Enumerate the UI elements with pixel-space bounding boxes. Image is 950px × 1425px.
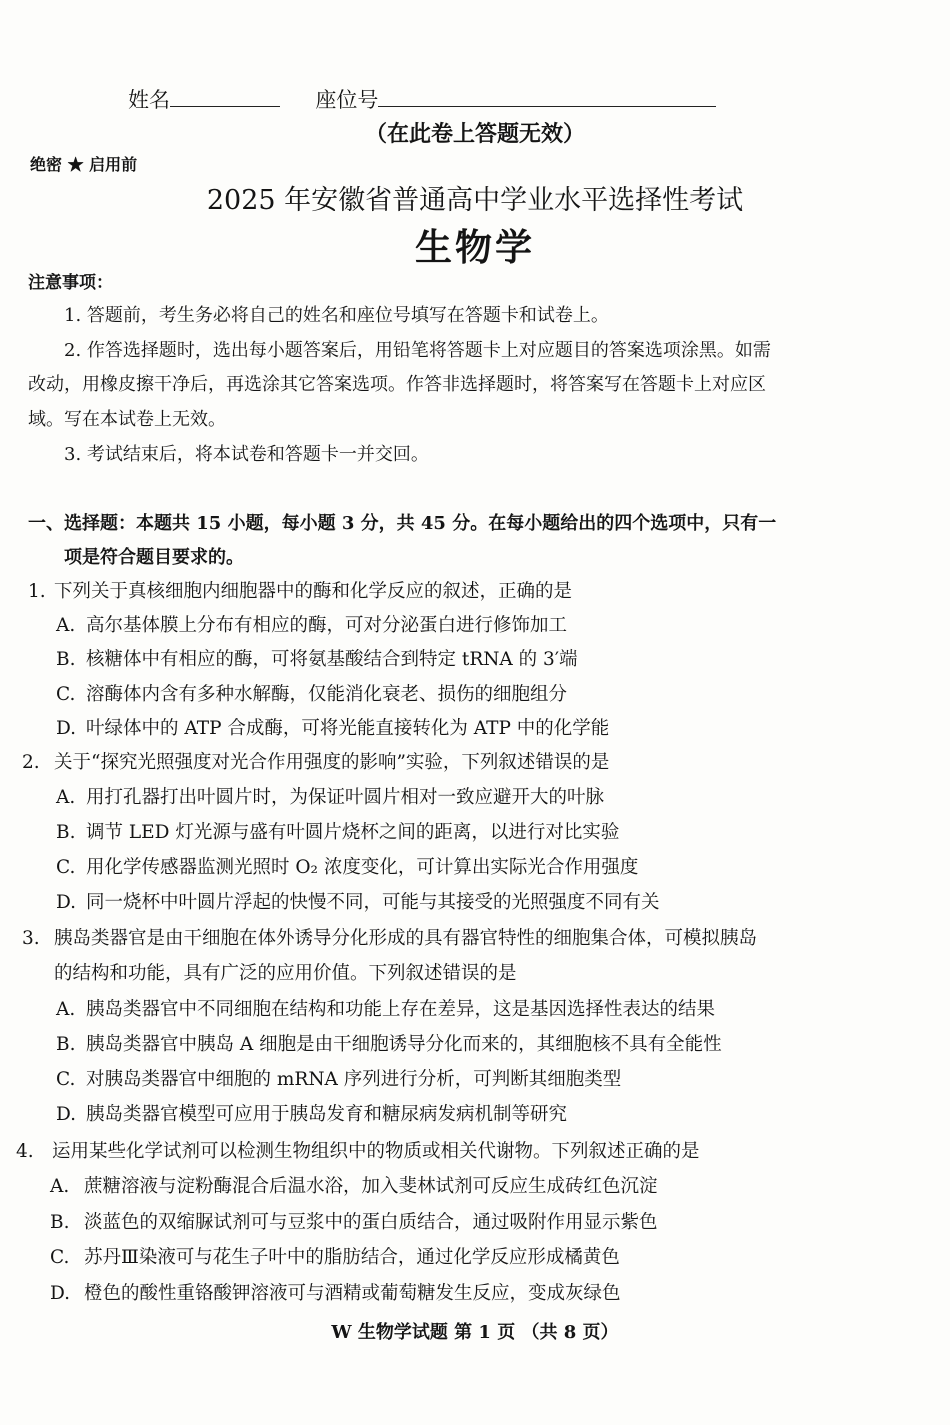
notice-item-1: 1. 答题前，考生务必将自己的姓名和座位号填写在答题卡和试卷上。 <box>64 305 609 326</box>
invalid-note: （在此卷上答题无效） <box>364 121 585 147</box>
question-4-stem: 4. 运用某些化学试剂可以检测生物组织中的物质或相关代谢物。下列叙述正确的是 <box>16 1141 700 1162</box>
question-2-option-c: C. 用化学传感器监测光照时 O₂ 浓度变化，可计算出实际光合作用强度 <box>56 857 639 878</box>
subject-title: 生物学 <box>415 225 535 269</box>
page-footer: W 生物学试题 第 1 页 （共 8 页） <box>331 1322 619 1343</box>
name-label: 姓名 <box>128 88 170 112</box>
question-2-option-d: D. 同一烧杯中叶圆片浮起的快慢不同，可能与其接受的光照强度不同有关 <box>56 892 660 913</box>
seat-blank <box>378 86 716 107</box>
question-3-stem: 3. 胰岛类器官是由干细胞在体外诱导分化形成的具有器官特性的细胞集合体，可模拟胰岛 <box>22 928 758 949</box>
notice-item-2-line-2: 改动，用橡皮擦干净后，再选涂其它答案选项。作答非选择题时，将答案写在答题卡上对应区 <box>28 374 766 395</box>
question-3-option-c: C. 对胰岛类器官中细胞的 mRNA 序列进行分析，可判断其细胞类型 <box>56 1069 622 1090</box>
question-3-stem-line-2: 的结构和功能，具有广泛的应用价值。下列叙述错误的是 <box>54 963 517 984</box>
question-1-option-b: B. 核糖体中有相应的酶，可将氨基酸结合到特定 tRNA 的 3′端 <box>56 649 578 670</box>
question-1-option-a: A. 高尔基体膜上分布有相应的酶，可对分泌蛋白进行修饰加工 <box>56 615 568 636</box>
notice-heading: 注意事项： <box>28 273 113 293</box>
exam-title: 2025 年安徽省普通高中学业水平选择性考试 <box>206 185 744 216</box>
question-4-option-a: A. 蔗糖溶液与淀粉酶混合后温水浴，加入斐林试剂可反应生成砖红色沉淀 <box>50 1176 658 1197</box>
question-3-option-b: B. 胰岛类器官中胰岛 A 细胞是由干细胞诱导分化而来的，其细胞核不具有全能性 <box>56 1034 722 1055</box>
section-1-heading-line-1: 一、选择题：本题共 15 小题，每小题 3 分，共 45 分。在每小题给出的四个选项中，只有一 <box>28 513 777 534</box>
question-1-option-c: C. 溶酶体内含有多种水解酶，仅能消化衰老、损伤的细胞组分 <box>56 684 568 705</box>
section-1-heading-line-2: 项是符合题目要求的。 <box>64 547 244 568</box>
notice-item-2-line-1: 2. 作答选择题时，选出每小题答案后，用铅笔将答题卡上对应题目的答案选项涂黑。如需 <box>64 340 771 361</box>
notice-item-2-line-3: 域。写在本试卷上无效。 <box>28 409 226 430</box>
secret-label: 绝密 ★ 启用前 <box>30 155 138 174</box>
question-2-stem: 2. 关于“探究光照强度对光合作用强度的影响”实验，下列叙述错误的是 <box>22 752 610 773</box>
question-4-option-b: B. 淡蓝色的双缩脲试剂可与豆浆中的蛋白质结合，通过吸附作用显示紫色 <box>50 1212 658 1233</box>
question-4-option-d: D. 橙色的酸性重铬酸钾溶液可与酒精或葡萄糖发生反应，变成灰绿色 <box>50 1283 621 1304</box>
question-1-stem: 1. 下列关于真核细胞内细胞器中的酶和化学反应的叙述，正确的是 <box>28 581 573 602</box>
question-2-option-b: B. 调节 LED 灯光源与盛有叶圆片烧杯之间的距离，以进行对比实验 <box>56 822 620 843</box>
question-3-option-a: A. 胰岛类器官中不同细胞在结构和功能上存在差异，这是基因选择性表达的结果 <box>56 999 716 1020</box>
question-3-option-d: D. 胰岛类器官模型可应用于胰岛发育和糖尿病发病机制等研究 <box>56 1104 568 1125</box>
name-seat-row <box>128 84 716 114</box>
seat-label: 座位号 <box>315 88 379 112</box>
question-4-option-c: C. 苏丹Ⅲ染液可与花生子叶中的脂肪结合，通过化学反应形成橘黄色 <box>50 1247 620 1268</box>
question-1-option-d: D. 叶绿体中的 ATP 合成酶，可将光能直接转化为 ATP 中的化学能 <box>56 718 610 739</box>
question-2-option-a: A. 用打孔器打出叶圆片时，为保证叶圆片相对一致应避开大的叶脉 <box>56 787 605 808</box>
name-blank <box>170 86 280 107</box>
notice-item-3: 3. 考试结束后，将本试卷和答题卡一并交回。 <box>64 444 429 465</box>
